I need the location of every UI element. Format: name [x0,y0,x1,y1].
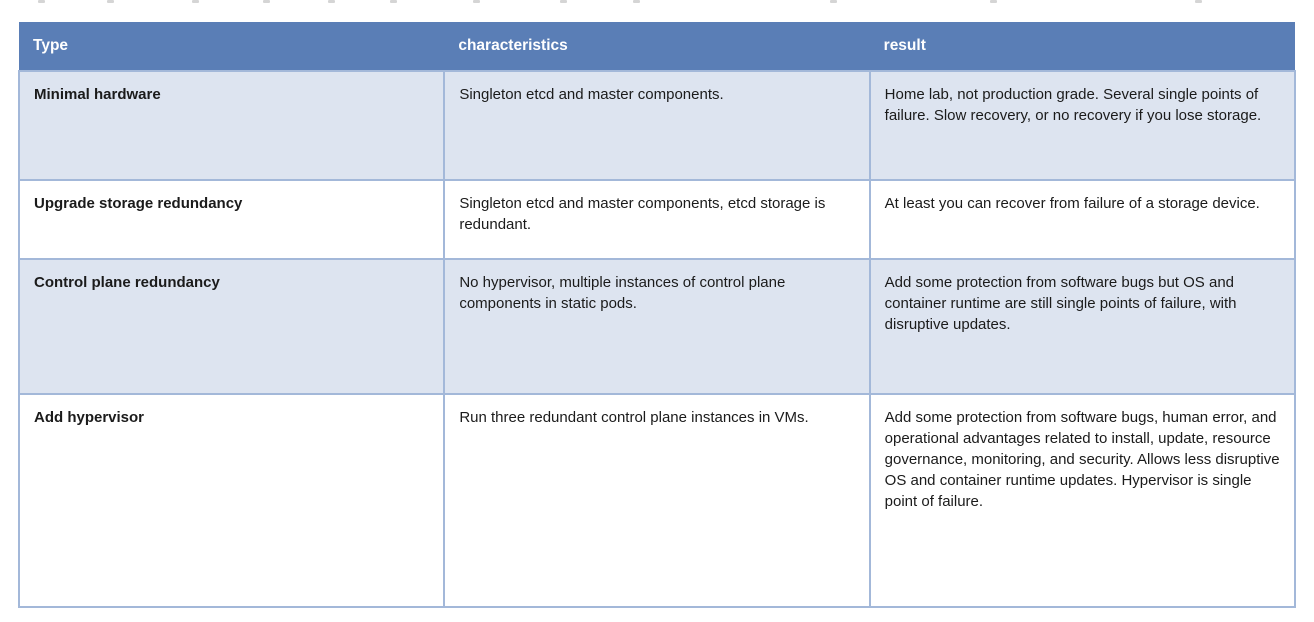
cropped-text-mark [633,0,640,3]
cropped-text-remnant [0,0,1314,4]
column-header-result: result [870,22,1295,71]
cropped-text-mark [390,0,397,3]
type-cell: Add hypervisor [19,394,444,607]
table-row [19,394,1295,607]
result-cell: At least you can recover from failure of a storage device. [870,180,1295,259]
type-cell: Minimal hardware [19,71,444,180]
characteristics-cell: Run three redundant control plane instances in VMs. [444,394,869,607]
cropped-text-mark [328,0,335,3]
type-cell: Control plane redundancy [19,259,444,394]
cropped-text-mark [560,0,567,3]
table-row [19,180,1295,259]
comparison-table [18,22,1296,608]
characteristics-cell: Singleton etcd and master components, etcd storage is redundant. [444,180,869,259]
cropped-text-mark [192,0,199,3]
header-row [19,22,1295,71]
column-header-characteristics: characteristics [444,22,869,71]
comparison-table-container [18,22,1296,608]
table-row [19,259,1295,394]
cropped-text-mark [38,0,45,3]
cropped-text-mark [263,0,270,3]
column-header-type: Type [19,22,444,71]
result-cell: Home lab, not production grade. Several single points of failure. Slow recovery, or no recovery if you lose storage. [870,71,1295,180]
characteristics-cell: No hypervisor, multiple instances of control plane components in static pods. [444,259,869,394]
result-cell: Add some protection from software bugs, human error, and operational advantages related to install, update, resource governance, monitoring, and security. Allows less disruptive OS and container runtime updates. Hypervisor is single point of failure. [870,394,1295,607]
characteristics-cell: Singleton etcd and master components. [444,71,869,180]
cropped-text-mark [1195,0,1202,3]
type-cell: Upgrade storage redundancy [19,180,444,259]
cropped-text-mark [473,0,480,3]
cropped-text-mark [830,0,837,3]
table-row [19,71,1295,180]
result-cell: Add some protection from software bugs but OS and container runtime are still single points of failure, with disruptive updates. [870,259,1295,394]
cropped-text-mark [990,0,997,3]
cropped-text-mark [107,0,114,3]
